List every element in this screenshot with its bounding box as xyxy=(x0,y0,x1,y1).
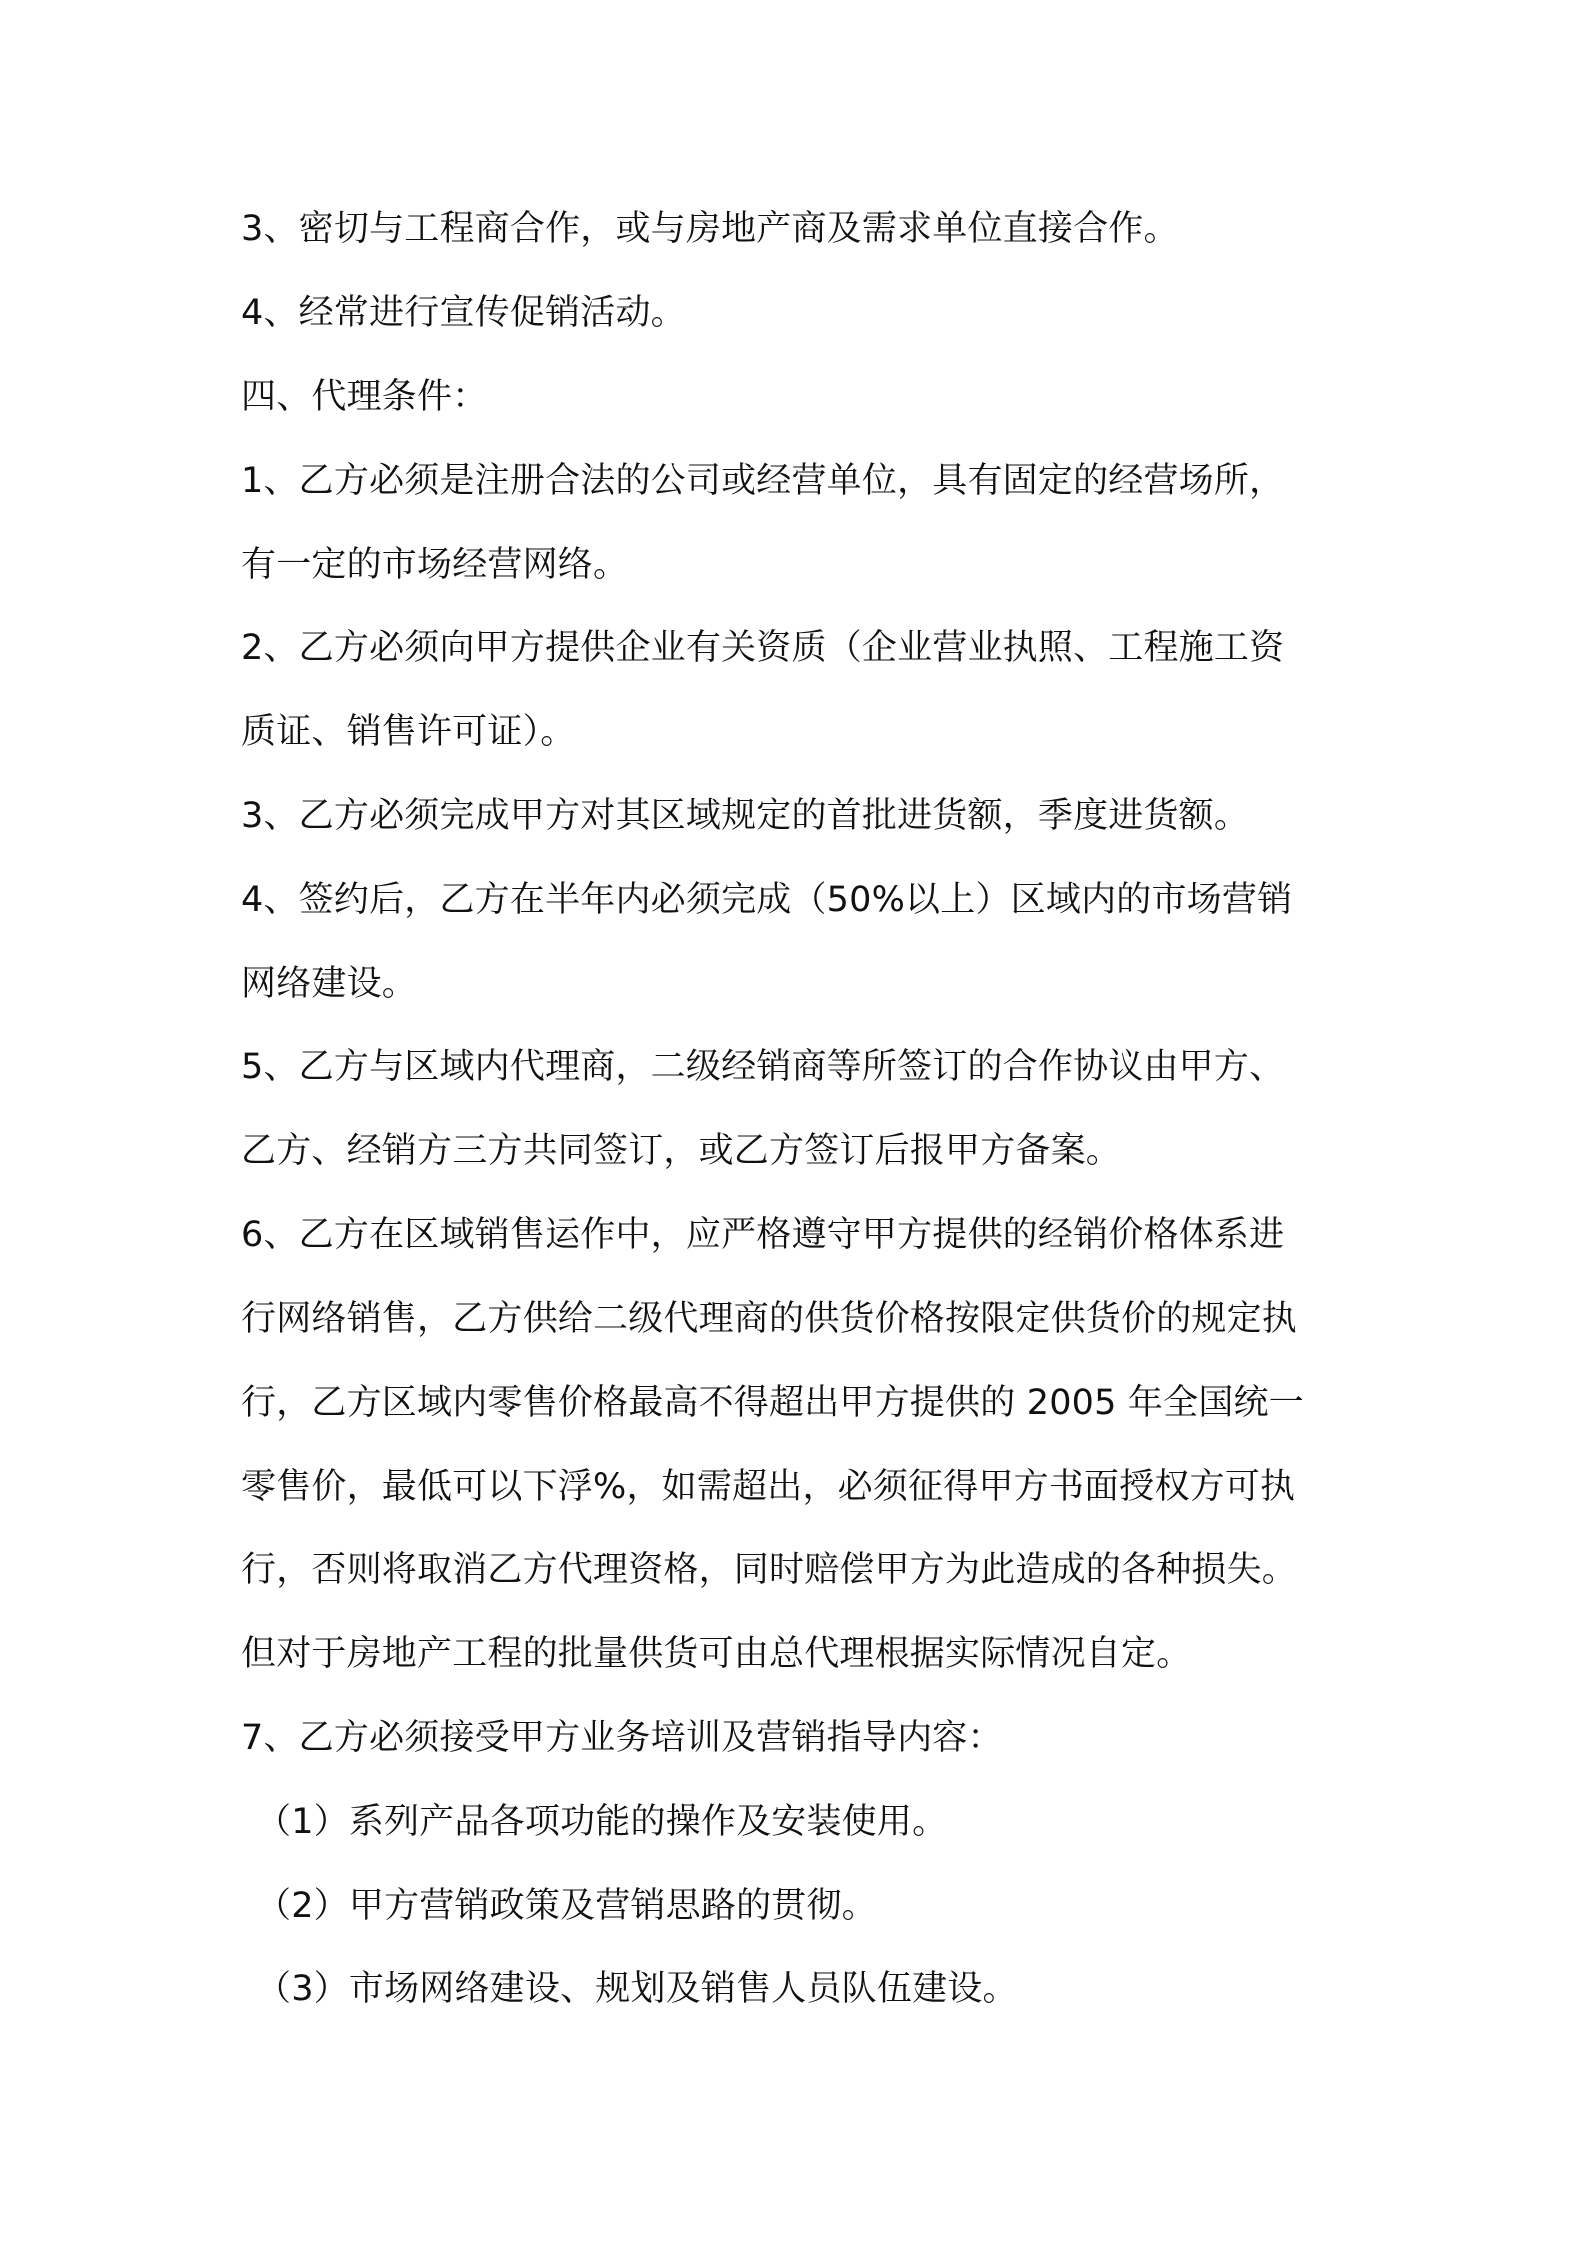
text-line: 乙方、经销方三方共同签订，或乙方签订后报甲方备案。 xyxy=(241,1131,1122,1171)
text-line: 网络建设。 xyxy=(241,964,418,1004)
sub-item: （3）市场网络建设、规划及销售人员队伍建设。 xyxy=(256,1969,1018,2009)
text-line: 行，乙方区域内零售价格最高不得超出甲方提供的 2005 年全国统一 xyxy=(241,1383,1304,1423)
text-line: 4、签约后，乙方在半年内必须完成（50%以上）区域内的市场营销 xyxy=(241,880,1293,920)
text-line: 6、乙方在区域销售运作中，应严格遵守甲方提供的经销价格体系进 xyxy=(241,1215,1285,1255)
text-line: 有一定的市场经营网络。 xyxy=(241,545,629,585)
sub-item: （2）甲方营销政策及营销思路的贯彻。 xyxy=(256,1886,877,1926)
text-line: 5、乙方与区域内代理商，二级经销商等所签订的合作协议由甲方、 xyxy=(241,1047,1285,1087)
text-line: 行网络销售，乙方供给二级代理商的供货价格按限定供货价的规定执 xyxy=(241,1299,1298,1339)
text-line: 1、乙方必须是注册合法的公司或经营单位，具有固定的经营场所， xyxy=(241,461,1285,501)
text-line: 4、经常进行宣传促销活动。 xyxy=(241,293,686,333)
text-line: 零售价，最低可以下浮%，如需超出，必须征得甲方书面授权方可执 xyxy=(241,1467,1296,1507)
text-line: 3、密切与工程商合作，或与房地产商及需求单位直接合作。 xyxy=(241,209,1179,249)
text-line: 但对于房地产工程的批量供货可由总代理根据实际情况自定。 xyxy=(241,1634,1192,1674)
text-line: 3、乙方必须完成甲方对其区域规定的首批进货额，季度进货额。 xyxy=(241,796,1250,836)
text-line: 行，否则将取消乙方代理资格，同时赔偿甲方为此造成的各种损失。 xyxy=(241,1550,1298,1590)
text-line: 7、乙方必须接受甲方业务培训及营销指导内容： xyxy=(241,1718,1003,1758)
text-line: 2、乙方必须向甲方提供企业有关资质（企业营业执照、工程施工资 xyxy=(241,628,1285,668)
text-line: 质证、销售许可证）。 xyxy=(241,712,576,752)
section-heading: 四、代理条件： xyxy=(241,377,488,417)
sub-item: （1）系列产品各项功能的操作及安装使用。 xyxy=(256,1802,948,1842)
